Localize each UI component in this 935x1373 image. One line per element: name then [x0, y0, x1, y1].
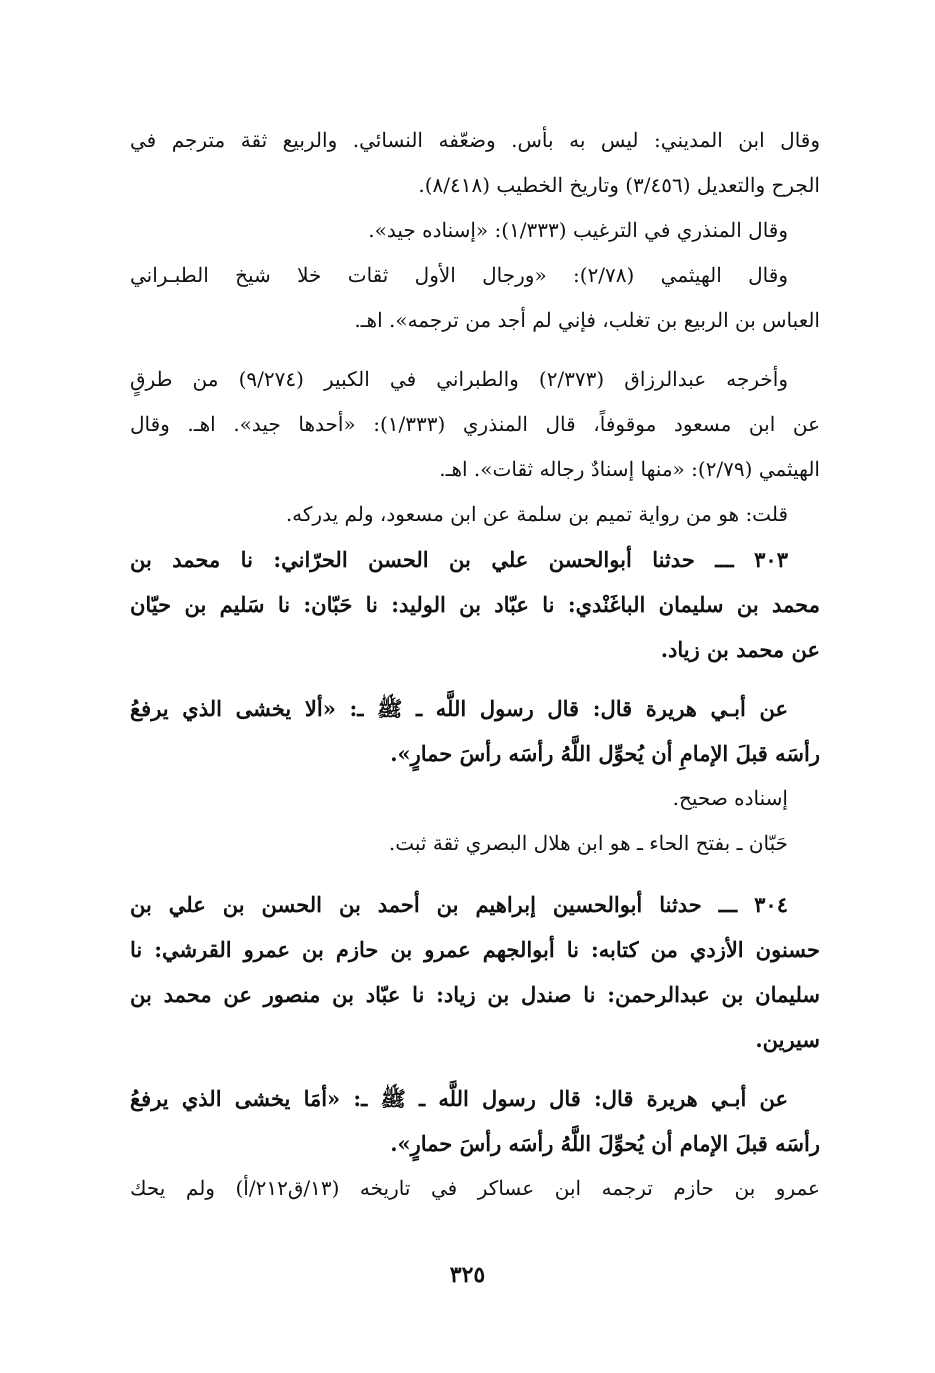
- paragraph-abdulrazzaq: [130, 357, 820, 492]
- text-line: عن محمد بن زياد.: [660, 637, 820, 662]
- text-line: سليمان بن عبدالرحمن: نا صندل بن زياد: نا عبّاد بن منصور عن محمد بن: [130, 982, 820, 1007]
- text-line: قلت: هو من رواية تميم بن سلمة عن ابن مسعود، ولم يدركه.: [285, 502, 788, 526]
- text-line: عن أبـي هريرة قال: قال رسول اللَّه ـ ﷺ ـ: «ألا يخشى الذي يرفعُ: [130, 696, 788, 721]
- text-line: إسناده صحيح.: [672, 786, 788, 810]
- hadith-303-notes: [130, 776, 820, 866]
- text-line: سيرين.: [755, 1027, 820, 1052]
- text-line: ٣٠٤ ـــ حدثنا أبوالحسين إبراهيم بن أحمد بن الحسن بن علي بن: [130, 892, 788, 917]
- page-body: [130, 118, 820, 1278]
- text-line: عمرو بن حازم ترجمه ابن عساكر في تاريخه (١٣/ق٢١٢/أ) ولم يحك: [130, 1176, 820, 1200]
- text-line: رأسَه قبلَ الإمام أن يُحوِّلَ اللَّهُ رأسَه رأسَ حمارٍ».: [390, 1131, 820, 1156]
- paragraph-mundhiri: [130, 208, 820, 253]
- text-line: محمد بن سليمان الباغَنْدي: نا عبّاد بن الوليد: نا حَبّان: نا سَليم بن حيّان: [130, 592, 820, 617]
- text-line: وأخرجه عبدالرزاق (٢/٣٧٣) والطبراني في الكبير (٩/٢٧٤) من طرقٍ: [130, 367, 788, 391]
- text-line: العباس بن الربيع بن تغلب، فإني لم أجد من ترجمه». اهـ.: [354, 308, 820, 332]
- text-line: وقال المنذري في الترغيب (١/٣٣٣): «إسناده جيد».: [368, 218, 788, 242]
- paragraph-amr-ibn-hazim: [130, 1166, 820, 1211]
- spacer: [130, 1062, 820, 1076]
- paragraph-qultu: [130, 492, 820, 537]
- text-line: الجرح والتعديل (٣/٤٥٦) وتاريخ الخطيب (٨/٤١٨).: [418, 173, 820, 197]
- spacer: [130, 866, 820, 882]
- hadith-304-isnad: [130, 882, 820, 1062]
- paragraph-ibn-madini: [130, 118, 820, 208]
- text-line: عن ابن مسعود موقوفاً، قال المنذري (١/٣٣٣): «أحدها جيد». اهـ. وقال: [130, 412, 820, 436]
- page-number: ٣٢٥: [449, 1262, 486, 1288]
- hadith-303-isnad: [130, 537, 820, 672]
- text-line: رأسَه قبلَ الإمامِ أن يُحوِّل اللَّهُ رأسَه رأسَ حمارٍ».: [390, 741, 820, 766]
- spacer: [130, 672, 820, 686]
- text-line: حسنون الأزدي من كتابه: نا أبوالجهم عمرو بن حازم بن عمرو القرشي: نا: [130, 937, 820, 962]
- text-line: حَبّان ـ بفتح الحاء ـ هو ابن هلال البصري ثقة ثبت.: [388, 831, 788, 855]
- spacer: [130, 343, 820, 357]
- text-line: عن أبـي هريرة قال: قال رسول اللَّه ـ ﷺ ـ: «أمَا يخشى الذي يرفعُ: [130, 1086, 788, 1111]
- hadith-304-matn: [130, 1076, 820, 1166]
- hadith-303-matn: [130, 686, 820, 776]
- text-line: وقال الهيثمي (٢/٧٨): «ورجال الأول ثقات خلا شيخ الطبـراني: [130, 263, 788, 287]
- text-line: ٣٠٣ ـــ حدثنا أبوالحسن علي بن الحسن الحرّاني: نا محمد بن: [130, 547, 788, 572]
- text-line: الهيثمي (٢/٧٩): «منها إسنادٌ رجاله ثقات». اهـ.: [439, 457, 820, 481]
- text-line: وقال ابن المديني: ليس به بأس. وضعّفه النسائي. والربيع ثقة مترجم في: [130, 128, 820, 152]
- paragraph-haythami: [130, 253, 820, 343]
